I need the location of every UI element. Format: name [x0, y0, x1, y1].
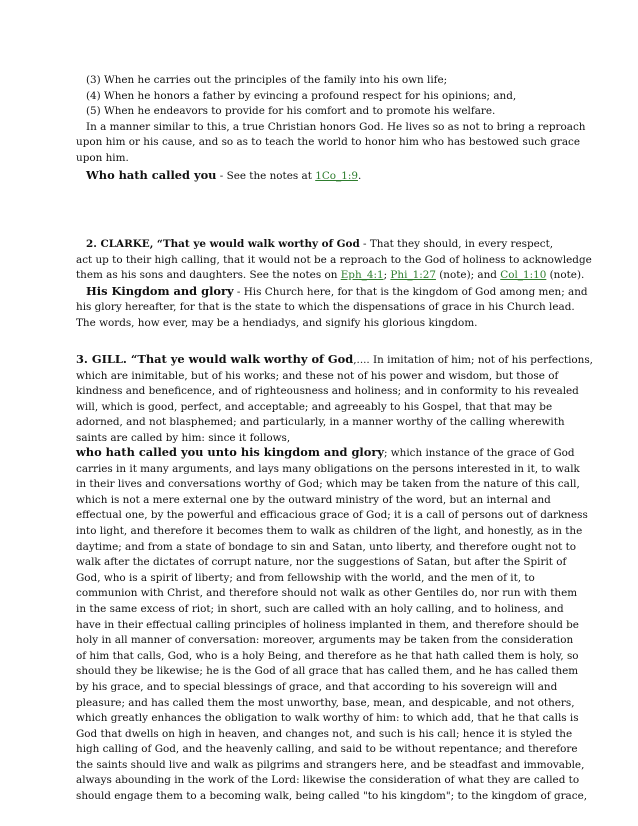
- phrase-heading: Who hath called you: [86, 167, 217, 182]
- text-line: In a manner similar to this, a true Christian honors God. He lives so as not to bring a reproach: [86, 120, 586, 133]
- text-line: act up to their high calling, that it would not be a reproach to the God of holiness to acknowledge: [76, 253, 592, 266]
- commentary-heading: 2. CLARKE, “That ye would walk worthy of God: [86, 238, 360, 250]
- note-text: - See the notes at: [216, 169, 316, 182]
- text-line: which are inimitable, but of his works; and these not of his power and wisdom, but those of: [76, 369, 559, 382]
- text-line: kindness and beneficence, and of righteousness and holiness; and in conformity to his revealed: [76, 385, 579, 398]
- text-line: the saints should live and walk as pilgrims and strangers here, and be steadfast and immovable,: [76, 758, 585, 771]
- text-line: into light, and therefore it becomes them to walk as children of the light, and honestly, as in the: [76, 524, 583, 537]
- text-line: [76, 283, 588, 301]
- text-line: always abounding in the work of the Lord: likewise the consideration of what they are called to: [76, 774, 580, 787]
- text-line: have in their effectual calling principles of holiness implanted in them, and therefore should be: [76, 618, 579, 631]
- text-fragment: - His Church here, for that is the kingdom of God among men; and: [233, 285, 588, 298]
- reference-link-phi-1-27[interactable]: Phi_1:27: [390, 269, 436, 282]
- text-line: walk after the dictates of corrupt nature, nor the suggestions of Satan, but after the Spirit of: [76, 556, 567, 569]
- paragraph-who-hath-called: [76, 168, 566, 185]
- text-line: communion with Christ, and therefore should not walk as other Gentiles do, nor run with them: [76, 587, 578, 600]
- paragraph-called-kingdom: [76, 445, 588, 805]
- commentary-heading: 3. GILL. “That ye would walk worthy of God: [76, 352, 354, 366]
- reference-link-1co-1-9[interactable]: 1Co_1:9: [315, 169, 358, 182]
- text-fragment: ; which instance of the grace of God: [383, 447, 575, 459]
- text-line: will, which is good, perfect, and acceptable; and agreeably to his Gospel, that that may be: [76, 400, 553, 413]
- text-fragment: ;: [383, 269, 391, 282]
- text-line: holy in all manner of conversation: moreover, arguments may be taken from the consideration: [76, 634, 574, 647]
- text-line: upon him.: [76, 151, 129, 164]
- paragraph-5: (5) When he endeavors to provide for his comfort and to promote his welfare.: [86, 105, 496, 118]
- paragraph-clarke: [76, 237, 592, 284]
- text-fragment: ,.... In imitation of him; not of his perfections,: [353, 354, 593, 366]
- text-line: effectual one, by the powerful and efficacious grace of God; it is a call of persons out of darkness: [76, 509, 588, 522]
- paragraph-gill: [76, 352, 593, 447]
- text-line: of him that calls, God, who is a holy Being, and therefore as he that hath called them is holy, so: [76, 649, 579, 662]
- section-gill: [76, 352, 593, 447]
- text-line: saints are called by him: since it follows,: [76, 431, 291, 444]
- section-called-kingdom: [76, 445, 588, 805]
- text-line: adorned, and not blasphemed; and particularly, in a manner worthy of the calling wherewith: [76, 416, 565, 429]
- text-line: [76, 445, 575, 462]
- reference-link-eph-4-1[interactable]: Eph_4:1: [340, 269, 384, 282]
- text-line: his glory hereafter, for that is the state to which the dispensations of grace in his Church lead.: [76, 301, 575, 314]
- text-line: pleasure; and has called them the most unworthy, base, mean, and despicable, and not others,: [76, 696, 575, 709]
- text-line: should they be likewise; he is the God of all grace that has called them, and he has called them: [76, 665, 579, 678]
- paragraph-kingdom-glory: [76, 283, 588, 332]
- text-fragment: - That they should, in every respect,: [359, 238, 554, 250]
- paragraph-4: (4) When he honors a father by evincing a profound respect for his opinions; and,: [86, 89, 517, 102]
- text-line: should engage them to a becoming walk, being called "to his kingdom"; to the kingdom of grace,: [76, 790, 588, 803]
- text-line: The words, how ever, may be a hendiadys, and signify his glorious kingdom.: [76, 316, 478, 329]
- text-line: God, who is a spirit of liberty; and from fellowship with the world, and the men of it, to: [76, 571, 535, 584]
- text-line: [76, 268, 585, 284]
- text-line: which greatly enhances the obligation to walk worthy of him: to which add, that he that calls is: [76, 712, 579, 725]
- section-clarke: [76, 237, 592, 332]
- phrase-heading: His Kingdom and glory: [86, 283, 234, 298]
- text-line: in their lives and conversations worthy of God; which may be taken from the nature of this call,: [76, 478, 580, 491]
- phrase-heading: who hath called you unto his kingdom and glory: [76, 445, 384, 459]
- text-line: upon him or his cause, and so as to teach the world to honor him who has bestowed such grace: [76, 136, 580, 149]
- text-fragment: (note).: [546, 269, 585, 282]
- text-fragment: (note); and: [435, 269, 501, 282]
- paragraph-3: (3) When he carries out the principles of the family into his own life;: [86, 74, 448, 86]
- text-line: high calling of God, and the heavenly calling, and said to be without repentance; and therefore: [76, 743, 578, 756]
- text-line: God that dwells on high in heaven, and changes not, and such is his call; hence it is styled the: [76, 727, 573, 740]
- text-line: [76, 352, 593, 369]
- text-line: in the same excess of riot; in short, such are called with an holy calling, and to holiness, and: [76, 602, 564, 615]
- text-line: carries in it many arguments, and lays many obligations on the persons interested in it, to walk: [76, 462, 580, 475]
- text-line: [76, 237, 566, 253]
- note-text: .: [357, 169, 362, 182]
- section-1: [76, 73, 586, 184]
- text-line: which is not a mere external one by the outward ministry of the word, but an internal and: [76, 493, 551, 506]
- text-line: daytime; and from a state of bondage to sin and Satan, unto liberty, and therefore ought not to: [76, 540, 576, 553]
- text-line: by his grace, and to special blessings of grace, and that according to his sovereign will and: [76, 680, 558, 693]
- text-fragment: them as his sons and daughters. See the notes on: [76, 269, 341, 282]
- reference-link-col-1-10[interactable]: Col_1:10: [500, 269, 547, 282]
- paragraph-christian-honors: [76, 120, 586, 167]
